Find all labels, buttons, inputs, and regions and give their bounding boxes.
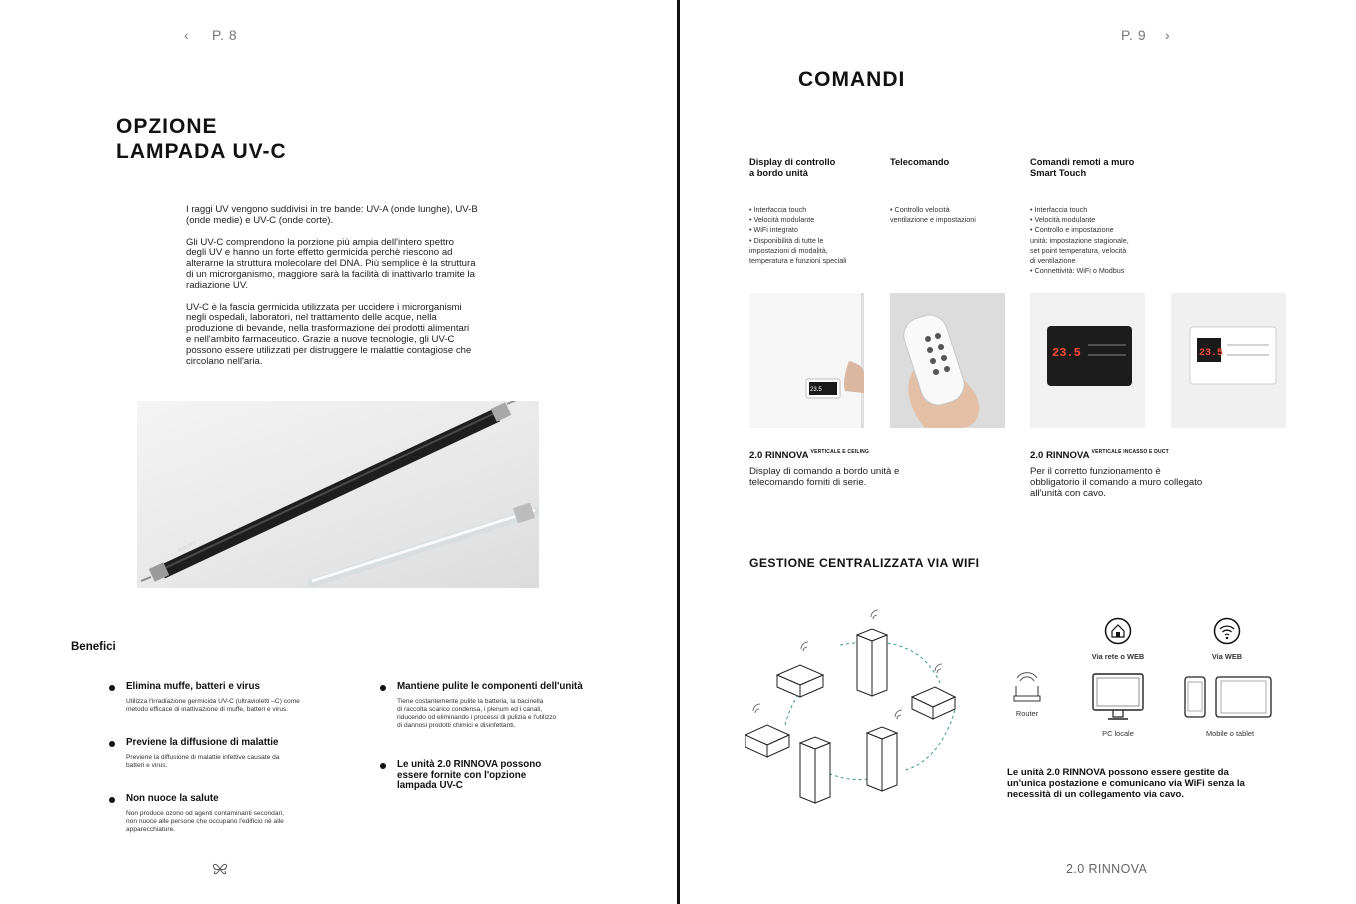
- page-title-uvc: [116, 114, 287, 164]
- model-title: [749, 449, 869, 461]
- home-network-icon: [1104, 617, 1132, 645]
- left-page: [0, 0, 677, 904]
- model-name: 2.0 RINNOVA: [1030, 450, 1090, 461]
- intro-text: [186, 205, 526, 378]
- wifi-description: Le unità 2.0 RINNOVA possono essere gestite da un'unica postazione e comunicano via WiFi senza la necessità di un collegamento via cavo.: [1007, 767, 1245, 800]
- lamp-brand-label: PHILIPS: [177, 540, 198, 554]
- unit-display-photo: [749, 293, 864, 428]
- paragraph: Gli UV-C comprendono la porzione più ampia dell'intero spettro degli UV e hanno un forte effetto germicida perchè riescono ad alterarne la struttura molecolare del DNA. Più semplice è la struttura di un microrganismo, maggiore sarà la facilità di inattivarlo tramite la radiazione UV.: [186, 236, 476, 291]
- list-item: • Connettività: WiFi o Modbus: [1030, 266, 1170, 276]
- model-desc: Display di comando a bordo unità e telecomando forniti di serie.: [749, 466, 900, 488]
- footer-brand: 2.0 RINNOVA: [1066, 862, 1148, 876]
- wifi-network-diagram: [745, 605, 985, 810]
- wall-control-white-photo: [1171, 293, 1286, 428]
- benefit-desc: Non produce ozono od agenti contaminanti secondari, non nuoce alle persone che occupano l'edificio nè alle apparecchiature.: [126, 809, 284, 833]
- bullet-icon: [380, 685, 386, 691]
- benefit-title: Elimina muffe, batteri e virus: [126, 681, 260, 692]
- uvc-lamp-photo: [137, 401, 539, 588]
- page-number-right: P. 9: [1121, 27, 1147, 43]
- model-variant: VERTICALE E CEILING: [810, 449, 870, 455]
- bullet-icon: [380, 763, 386, 769]
- benefit-title: Non nuoce la salute: [126, 793, 219, 804]
- pc-label: PC locale: [1102, 729, 1134, 738]
- model-title: [1030, 449, 1169, 461]
- router-icon: [1010, 668, 1044, 704]
- title-line-1: OPZIONE: [116, 115, 218, 138]
- paragraph: I raggi UV vengono suddivisi in tre bande: UV-A (onde lunghe), UV-B (onde medie) e UV-C (onde corte).: [186, 204, 478, 226]
- page-number-left: P. 8: [212, 27, 238, 43]
- list-item: • Disponibilità di tutte le impostazioni di modalità, temperatura e funzioni speciali: [749, 236, 879, 267]
- bullet-icon: [109, 685, 115, 691]
- benefit-desc: Utilizza l'irradiazione germicida UV-C (ultravioletti –C) come metodo efficace di inattivazione di muffe, batteri e virus.: [126, 697, 300, 713]
- list-item: • Controllo e impostazione unità: impostazione stagionale, set point temperatura, velocità di ventilazione: [1030, 225, 1170, 266]
- brand-logo-icon: [211, 860, 229, 878]
- right-page: [680, 0, 1356, 904]
- chevron-left-icon[interactable]: ‹: [184, 27, 189, 43]
- wifi-icon: [1213, 617, 1241, 645]
- via-rete-label: Via rete o WEB: [1091, 652, 1145, 661]
- model-desc: Per il corretto funzionamento è obbligatorio il comando a muro collegato all'unità con cavo.: [1030, 466, 1203, 499]
- column-head: Comandi remoti a muro Smart Touch: [1030, 157, 1135, 178]
- feature-list: [890, 205, 1020, 225]
- model-variant: VERTICALE INCASSO E DUCT: [1091, 449, 1169, 455]
- list-item: • Interfaccia touch: [749, 205, 879, 215]
- benefit-item: [397, 682, 612, 730]
- paragraph: UV-C è la fascia germicida utilizzata per uccidere i microrganismi negli ospedali, laboratori, nel trattamento delle acque, nella produzione di bevande, nella trasformazione dei prodotti alimentari e nell'ambito farmaceutico. Grazie a nuove tecnologie, gli UV-C possono essere utilizzati per distruggere le malattie contagiose che circolano nell'aria.: [186, 301, 472, 367]
- list-item: • Velocità modulante: [749, 215, 879, 225]
- bullet-icon: [109, 741, 115, 747]
- column-head: Display di controllo a bordo unità: [749, 157, 836, 178]
- benefit-desc: Tiene costantemente pulite la batteria, la bacinella di raccolta scarico condensa, i plenum ed i canali, riducendo od eliminando i processi di pulizia e l'utilizzo di dannosi prodotti chimici e disinfettanti.: [397, 697, 557, 729]
- benefit-title: Previene la diffusione di malattie: [126, 737, 279, 748]
- mobile-label: Mobile o tablet: [1205, 729, 1255, 738]
- wall-control-black-photo: [1030, 293, 1145, 428]
- list-item: • Velocità modulante: [1030, 215, 1170, 225]
- title-line-2: LAMPADA UV-C: [116, 140, 287, 163]
- benefit-item: [126, 738, 346, 770]
- benefit-title: Mantiene pulite le componenti dell'unità: [397, 681, 583, 692]
- unit-display-readout: 23.5: [810, 387, 822, 393]
- benefit-desc: Previene la diffusione di malattie infettive causate da batteri e virus.: [126, 753, 280, 769]
- benefits-title: Benefici: [71, 641, 116, 653]
- wifi-section-title: GESTIONE CENTRALIZZATA VIA WIFI: [749, 556, 980, 570]
- chevron-right-icon[interactable]: ›: [1165, 27, 1170, 43]
- bullet-icon: [109, 797, 115, 803]
- list-item: • Controllo velocità ventilazione e impostazioni: [890, 205, 1020, 225]
- feature-list: [749, 205, 879, 266]
- feature-list: [1030, 205, 1170, 276]
- benefit-item: [397, 760, 612, 792]
- page-title-comandi: COMANDI: [798, 68, 906, 91]
- wall-display-readout-white: 23.5: [1199, 348, 1224, 359]
- wall-display-readout-black: 23.5: [1052, 346, 1081, 360]
- mobile-tablet-icon: [1183, 675, 1273, 719]
- router-label: Router: [1015, 709, 1039, 718]
- benefit-item: [126, 682, 346, 714]
- benefit-item: [126, 794, 346, 834]
- desktop-pc-icon: [1091, 672, 1145, 724]
- list-item: • Interfaccia touch: [1030, 205, 1170, 215]
- list-item: • WiFi integrato: [749, 225, 879, 235]
- benefit-title: Le unità 2.0 RINNOVA possono essere fornite con l'opzione lampada UV-C: [397, 759, 542, 791]
- column-head: Telecomando: [890, 157, 950, 167]
- remote-control-photo: [890, 293, 1005, 428]
- via-web-label: Via WEB: [1211, 652, 1243, 661]
- model-name: 2.0 RINNOVA: [749, 450, 809, 461]
- uvc-lamp-illustration: [137, 401, 539, 588]
